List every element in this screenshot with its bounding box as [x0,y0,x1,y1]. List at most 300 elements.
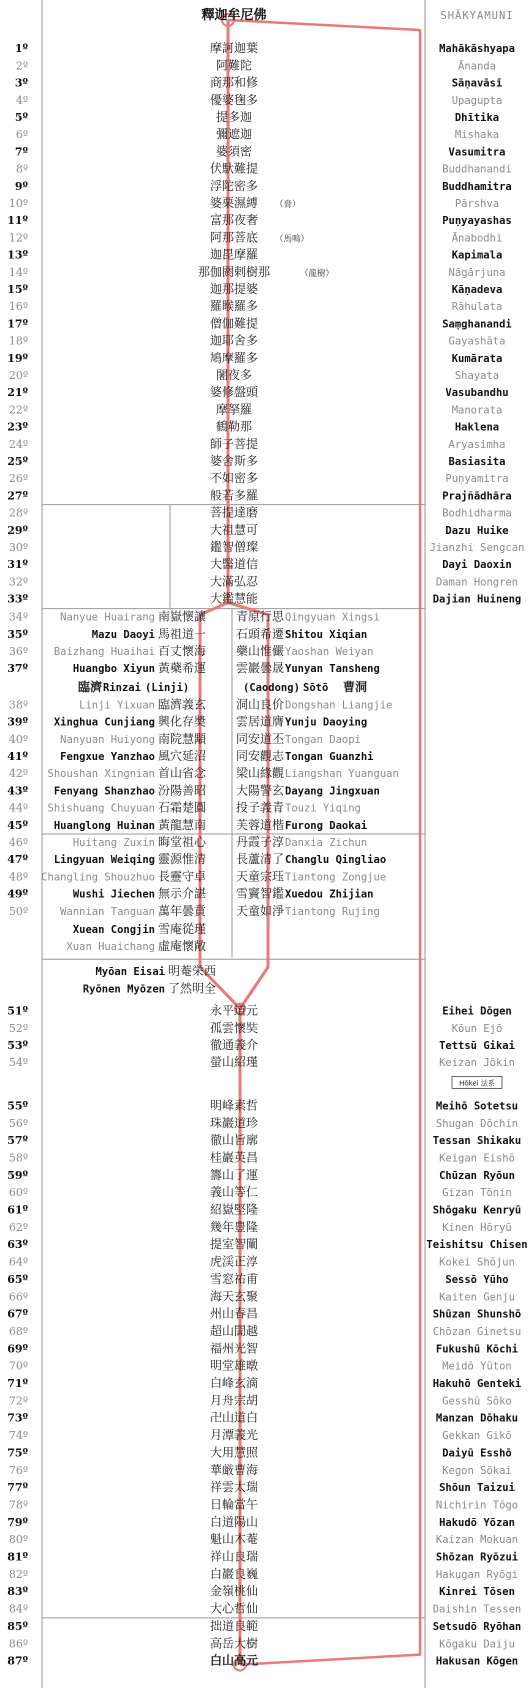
patriarch-cjk: 拙道良範 [209,1618,259,1633]
patriarch-romanized: Pārshva [454,198,500,210]
generation-number: 52º [8,1021,28,1035]
soto-master-romanized: Shitou Xiqian [285,628,368,641]
generation-number: 28º [8,506,28,520]
generation-number: 2º [15,59,28,73]
patriarch-romanized: Ānabodhi [451,232,503,245]
patriarch-romanized: Kaizan Mokuan [435,1534,519,1547]
patriarch-romanized: Sāṇavāsī [451,77,503,90]
generation-number: 13º [7,248,28,262]
patriarch-romanized: Haklena [454,421,500,434]
rinzai-master-cjk: 晦堂祖心 [158,835,207,849]
rinzai-master-romanized: Nanyue Huairang [60,611,155,624]
rinzai-master-romanized: Huanglong Huinan [53,819,155,832]
generation-number: 85º [7,1619,28,1633]
generation-number: 4º [15,93,28,107]
patriarch-cjk: 州山春昌 [209,1306,259,1321]
patriarch-cjk: 孤雲懷奘 [209,1020,259,1035]
generation-number: 1º [14,42,28,56]
patriarch-romanized: Manzan Dōhaku [435,1412,519,1425]
generation-number: 33º [7,592,28,606]
patriarch-romanized: Shayata [454,370,500,382]
patriarch-cjk: 僧伽難提 [209,316,259,331]
generation-number: 69º [7,1342,28,1356]
generation-number: 6º [15,128,28,142]
soto-master-cjk: 丹霞子淳 [236,835,285,849]
soto-master-cjk: 投子義青 [236,800,285,815]
patriarch-cjk: 摩拏羅 [215,402,253,417]
rinzai-master-cjk: 臨濟義玄 [158,697,207,712]
generation-number: 63º [7,1238,28,1252]
patriarch-cjk: 提室智闡 [209,1237,259,1252]
patriarch-romanized: Kaiten Genju [439,1291,515,1304]
title-shakyamuni: 釋迦牟尼佛 [201,8,267,23]
patriarch-romanized: Keizan Jōkin [439,1057,515,1070]
generation-number: 11º [7,214,28,228]
soto-master-cjk: 大陽警玄 [236,783,285,798]
patriarch-cjk: 福州光智 [209,1341,259,1356]
generation-number: 56º [8,1116,28,1130]
patriarch-cjk: 羅睺羅多 [209,299,259,314]
soto-master-cjk: 同安觀志 [236,749,285,763]
generation-number: 47º [7,853,28,867]
patriarch-romanized: Kokei Shōjun [439,1256,515,1269]
generation-number: 55º [7,1099,28,1113]
patriarch-romanized: Hakugan Ryōgi [435,1568,519,1581]
generation-number: 45º [7,818,28,832]
rinzai-master-romanized: Shishuang Chuyuan [47,802,155,815]
patriarch-cjk: 永平道元 [209,1003,259,1018]
generation-number: 27º [7,489,28,503]
eisai-lineage-romanized: Ryōnen Myōzen [82,983,165,996]
patriarch-romanized: Meihō Sotetsu [435,1100,519,1113]
patriarch-cjk: 大醫道信 [209,557,259,572]
generation-number: 79º [7,1515,28,1529]
generation-number: 67º [7,1307,28,1321]
patriarch-romanized: Gizan Tōnin [442,1187,512,1200]
patriarch-cjk: 海天玄聚 [209,1289,259,1304]
rinzai-master-cjk: 汾陽善昭 [158,783,207,798]
rinzai-master-cjk: 百丈懷海 [158,644,207,658]
patriarch-romanized: Bodhidharma [442,507,512,520]
patriarch-cjk: 不如密多 [209,471,259,486]
generation-number: 72º [8,1394,28,1408]
patriarch-cjk: 迦那提婆 [209,282,259,296]
soto-master-romanized: Liangshan Yuanguan [285,768,399,781]
patriarch-cjk: 般若多羅 [209,488,259,503]
patriarch-cjk: 虎渓正淳 [209,1254,259,1269]
rinzai-master-cjk: 風穴延沼 [158,749,207,763]
soto-master-cjk: 雪竇智鑑 [236,886,285,901]
generation-number: 22º [8,403,28,417]
patriarch-romanized: Daman Hongren [435,576,519,589]
generation-number: 39º [7,715,28,729]
generation-number: 16º [8,300,28,314]
soto-master-romanized: Yunju Daoying [285,716,368,729]
patriarch-cjk: 鑑智僧璨 [209,540,259,554]
eisai-lineage-cjk: 了然明全 [168,981,217,996]
patriarch-romanized: Puṇyamitra [445,473,509,486]
generation-number: 12º [8,231,28,245]
patriarch-cjk: 魁山木菴 [209,1532,259,1547]
generation-number: 59º [7,1168,28,1182]
patriarch-romanized: Teishitsu Chisen [426,1239,528,1252]
eisai-lineage-cjk: 明菴栄西 [168,964,217,979]
patriarch-romanized: Dajian Huineng [432,593,522,606]
rinzai-master-cjk: 馬祖道一 [158,626,207,641]
patriarch-romanized: Ānanda [458,60,496,73]
soto-master-cjk: 同安道丕 [236,731,285,746]
generation-number: 64º [8,1255,28,1269]
patriarch-cjk: 富那夜奢 [209,213,259,228]
generation-number: 44º [8,801,28,815]
patriarch-romanized: Buddhanandi [442,163,512,176]
rinzai-master-cjk: 首山省念 [158,766,207,781]
generation-number: 87º [7,1654,28,1668]
generation-number: 83º [7,1585,28,1599]
rinzai-school-label: Rinzai [103,682,141,695]
patriarch-romanized: Rāhulata [451,301,503,314]
generation-number: 18º [8,334,28,348]
patriarch-romanized: Prajñādhāra [442,490,512,503]
patriarch-romanized: Jianzhi Sengcan [429,542,525,554]
rinzai-master-romanized: Nanyuan Huiyong [60,733,155,746]
generation-number: 76º [8,1463,28,1477]
generation-number: 30º [8,541,28,554]
soto-master-cjk: 青原行思 [236,609,285,624]
generation-number: 58º [8,1151,28,1165]
generation-number: 54º [8,1056,28,1070]
soto-master-romanized: Touzi Yiqing [285,802,361,815]
patriarch-cjk: 桂巖英昌 [209,1150,259,1165]
soto-master-cjk: 石頭希遷 [236,626,285,641]
patriarch-romanized: Kāṇadeva [451,284,503,296]
soto-master-cjk: 天童宗珏 [236,869,285,884]
soto-master-cjk: 長蘆清了 [236,852,285,867]
soto-master-cjk: 雲居道膺 [236,714,285,729]
patriarch-note: （龍樹） [300,268,335,279]
rinzai-master-romanized: Lingyuan Weiqing [53,854,155,867]
patriarch-romanized: Tessan Shikaku [432,1135,522,1148]
patriarch-romanized: Daishin Tessen [432,1603,522,1616]
patriarch-cjk: 闍夜多 [215,368,253,382]
patriarch-cjk: 白道陽山 [209,1514,259,1529]
rinzai-master-romanized: Wannian Tanguan [60,905,155,918]
generation-number: 80º [8,1533,28,1547]
patriarch-romanized: Kinrei Tōsen [439,1586,515,1599]
patriarch-note: （馬鳴） [275,234,310,245]
patriarch-romanized: Daiyū Esshō [442,1447,512,1460]
soto-master-cjk: 洞山良价 [236,697,285,712]
patriarch-romanized: Tettsū Gikai [439,1040,515,1052]
soto-master-cjk: 藥山惟儼 [236,644,285,658]
generation-number: 73º [7,1411,28,1425]
patriarch-cjk: 月舟宗胡 [209,1393,259,1408]
patriarch-romanized: Dhītika [454,112,500,124]
generation-number: 65º [7,1272,28,1286]
patriarch-romanized: Gayashāta [448,335,506,348]
rinzai-master-cjk: 雪庵從瑾 [158,921,207,936]
rinzai-master-romanized: Xinghua Cunjiang [53,716,155,729]
soto-master-romanized: Danxia Zichun [285,837,368,849]
patriarch-romanized: Eihei Dōgen [442,1005,512,1018]
generation-number: 15º [7,283,28,296]
rinzai-master-cjk: 黃蘗希運 [158,661,207,676]
patriarch-cjk: 螢山紹瑾 [209,1055,259,1070]
patriarch-romanized: Shūzan Shunshō [432,1308,522,1321]
rinzai-master-cjk: 虛庵懷敞 [158,939,207,953]
rinzai-master-romanized: Fengxue Yanzhao [60,751,155,763]
rinzai-master-cjk: 萬年曇賁 [158,903,207,918]
patriarch-cjk: 婆修盤頭 [209,385,259,400]
patriarch-cjk: 師子菩提 [209,436,259,451]
patriarch-cjk: 雪窓祐甫 [209,1271,259,1286]
generation-number: 3º [14,76,28,90]
patriarch-cjk: 鳩摩羅多 [209,350,259,365]
patriarch-cjk: 鶴勒那 [215,419,253,434]
soto-master-cjk: 梁山緣觀 [236,766,285,781]
generation-number: 26º [8,472,28,486]
rinzai-master-cjk: 石霜楚圓 [158,800,207,815]
rinzai-school-chinese: (Linji) [145,682,190,695]
soto-school-label: Sōtō [303,682,329,695]
header-shakyamuni: SHĀKYAMUNI [440,10,514,22]
patriarch-cjk: 義山等仁 [209,1185,259,1200]
rinzai-master-romanized: Huangbo Xiyun [72,663,155,676]
generation-number: 40º [8,732,28,746]
rinzai-master-romanized: Xuean Congjin [72,923,155,936]
patriarch-cjk: 婆須密 [215,144,253,159]
patriarch-romanized: Shugan Dōchin [435,1117,519,1130]
patriarch-cjk: 白峰玄滴 [209,1376,259,1390]
generation-number: 68º [8,1324,28,1338]
rinzai-master-romanized: Xuan Huaichang [66,941,155,953]
patriarch-cjk: 大滿弘忍 [209,574,259,589]
generation-number: 8º [15,162,28,176]
rinzai-master-romanized: Wushi Jiechen [72,888,155,901]
patriarch-cjk: 迦毘摩羅 [209,247,259,262]
patriarch-romanized: Sessō Yūho [445,1273,509,1286]
patriarch-cjk: 幾年豊隆 [209,1219,259,1234]
patriarch-cjk: 超山誾越 [209,1323,259,1338]
rinzai-master-romanized: Mazu Daoyi [91,628,155,641]
generation-number: 49º [7,887,28,901]
generation-number: 75º [7,1446,28,1460]
generation-number: 43º [7,784,28,798]
patriarch-cjk: 大祖慧可 [209,522,259,537]
soto-master-romanized: Dayang Jingxuan [285,785,380,798]
patriarch-note: （脅） [275,200,301,210]
generation-number: 7º [14,145,28,159]
patriarch-cjk: 白巖良巍 [209,1566,259,1581]
generation-number: 24º [8,437,28,451]
generation-number: 29º [7,523,28,537]
soto-master-romanized: Yunyan Tansheng [285,663,380,676]
generation-number: 17º [7,317,28,331]
patriarch-romanized: Hakuhō Genteki [432,1378,522,1390]
generation-number: 70º [8,1359,28,1373]
generation-number: 86º [8,1637,28,1651]
patriarch-romanized: Setsudō Ryōhan [432,1620,522,1633]
generation-number: 81º [7,1550,28,1564]
soto-master-romanized: Dongshan Liangjie [285,699,393,712]
patriarch-romanized: Dayi Daoxin [442,559,512,572]
patriarch-cjk: 菩提達磨 [209,505,259,520]
patriarch-cjk: 華厳曹海 [209,1462,259,1477]
generation-number: 53º [7,1039,28,1052]
generation-number: 78º [8,1498,28,1512]
patriarch-romanized: Nichirin Tōgo [435,1499,519,1512]
patriarch-romanized: Meidō Yūton [442,1360,512,1373]
soto-master-cjk: 芙蓉道楷 [236,817,285,832]
patriarch-romanized: Fukushū Kōchi [435,1343,519,1356]
patriarch-cjk: 明峰素哲 [209,1098,259,1113]
patriarch-romanized: Gesshū Sōko [442,1395,512,1408]
patriarch-romanized: Chōzan Ginetsu [432,1325,522,1338]
patriarch-cjk: 祥山良瑞 [209,1549,259,1564]
generation-number: 62º [8,1220,28,1234]
patriarch-romanized: Kegon Sōkai [442,1464,512,1477]
soto-master-romanized: Changlu Qingliao [285,854,387,867]
generation-number: 77º [7,1481,28,1495]
generation-number: 57º [7,1134,28,1148]
generation-number: 41º [7,750,28,763]
patriarch-cjk: 高岳大樹 [209,1636,259,1651]
soto-school-chinese: (Caodong) [243,682,300,695]
generation-number: 10º [8,197,28,210]
patriarch-romanized: Shōgaku Kenryū [432,1204,522,1217]
patriarch-romanized: Gekkan Gikō [442,1430,512,1443]
generation-number: 23º [7,420,28,434]
patriarch-romanized: Hakusan Kōgen [435,1655,519,1668]
soto-master-romanized: Tiantong Rujing [285,905,380,918]
patriarch-cjk: 摩訶迦葉 [209,41,259,56]
rinzai-master-romanized: Fenyang Shanzhao [53,785,155,798]
generation-number: 32º [8,575,28,589]
patriarch-romanized: Vasubandhu [445,387,509,400]
patriarch-romanized: Keigan Eishō [439,1152,515,1165]
soto-master-romanized: Xuedou Zhijian [285,888,374,901]
lineage-text [7,7,527,1668]
generation-number: 48º [8,870,28,884]
patriarch-cjk: 婆舍斯多 [209,454,259,468]
soto-master-romanized: Yaoshan Weiyan [285,646,374,658]
generation-number: 71º [7,1377,28,1390]
generation-number: 46º [8,836,28,849]
patriarch-romanized: Vasumitra [448,146,506,159]
patriarch-cjk: 提多迦 [215,110,253,124]
patriarch-cjk: 珠巖道珍 [209,1115,259,1130]
generation-number: 60º [8,1186,28,1200]
patriarch-romanized: Mahākāshyapa [439,43,515,56]
rinzai-master-romanized: Linji Yixuan [79,699,155,712]
hokei-badge: Hōkei 法系 [459,1079,495,1088]
rinzai-master-cjk: 黃龍慧南 [158,817,207,832]
generation-number: 74º [8,1429,28,1443]
generation-number: 9º [14,179,28,193]
soto-master-romanized: Qingyuan Xingsi [285,611,380,624]
patriarch-romanized: Saṃghanandi [442,318,512,331]
patriarch-cjk: 明堂雄暾 [209,1358,259,1373]
generation-number: 20º [8,369,28,382]
patriarch-cjk: 那伽閼剌樹那 [197,264,271,279]
soto-master-cjk: 天童如淨 [236,903,285,918]
patriarch-romanized: Kōgaku Daiju [439,1638,515,1651]
soto-master-cjk: 雲巖曇晟 [236,661,285,676]
rinzai-master-romanized: Huitang Zuxin [72,837,155,849]
soto-master-romanized: Tiantong Zongjue [285,871,387,884]
patriarch-romanized: Nāgārjuna [448,266,506,279]
generation-number: 34º [8,610,28,624]
soto-master-romanized: Tongan Guanzhi [285,751,374,763]
patriarch-cjk: 金嶺桃仙 [209,1584,259,1599]
patriarch-cjk: 迦耶舍多 [209,333,259,348]
patriarch-romanized: Kapimala [451,249,503,262]
patriarch-cjk: 伏馱難提 [209,161,259,176]
generation-number: 50º [8,904,28,918]
patriarch-cjk: 徹通義介 [209,1038,259,1052]
patriarch-cjk: 大鑑慧能 [209,591,259,606]
rinzai-school-cjk: 臨濟 [78,680,103,695]
generation-number: 51º [7,1004,28,1018]
patriarch-romanized: Hakudō Yōzan [439,1516,515,1529]
patriarch-romanized: Chūzan Ryōun [439,1169,515,1182]
patriarch-cjk: 白山高元 [209,1653,259,1668]
patriarch-cjk: 婆栗濕縛 [209,196,259,210]
patriarch-romanized: Kumārata [451,352,503,365]
patriarch-romanized: Basiasita [448,456,506,468]
generation-number: 61º [7,1203,28,1217]
generation-number: 36º [8,645,28,658]
rinzai-master-cjk: 無示介諶 [158,886,207,901]
patriarch-cjk: 彌遮迦 [215,127,253,142]
patriarch-romanized: Shōzan Ryōzui [435,1551,519,1564]
rinzai-master-romanized: Baizhang Huaihai [53,646,155,658]
soto-master-romanized: Furong Daokai [285,819,368,832]
rinzai-master-romanized: Shoushan Xingnian [47,768,155,781]
patriarch-cjk: 阿那菩底 [209,230,259,245]
patriarch-cjk: 浮陀密多 [209,178,259,193]
rinzai-master-cjk: 南嶽懷讓 [158,609,207,624]
generation-number: 42º [8,767,28,781]
patriarch-cjk: 籌山了運 [209,1167,259,1182]
generation-number: 38º [8,698,28,712]
patriarch-romanized: Kōun Ejō [451,1022,503,1035]
patriarch-romanized: Kinen Hōryū [442,1221,512,1234]
generation-number: 82º [8,1567,28,1581]
patriarch-romanized: Mishaka [454,129,500,142]
rinzai-master-cjk: 興化存奬 [158,714,207,729]
generation-number: 66º [8,1290,28,1304]
patriarch-romanized: Manorata [451,404,503,417]
patriarch-cjk: 大用慧照 [209,1445,259,1460]
patriarch-cjk: 商那和修 [209,75,259,90]
generation-number: 84º [8,1602,28,1616]
generation-number: 25º [7,455,28,468]
generation-number: 14º [8,265,28,279]
patriarch-cjk: 徹山旨廓 [209,1133,259,1148]
generation-number: 31º [7,558,28,572]
rinzai-master-cjk: 長靈守卓 [158,869,207,884]
patriarch-cjk: 紹嶽堅隆 [209,1202,259,1217]
patriarch-romanized: Buddhamitra [442,180,512,193]
generation-number: 21º [7,386,28,400]
generation-number: 35º [7,627,28,641]
patriarch-cjk: 日輪當午 [209,1497,259,1512]
patriarch-cjk: 大心哲仙 [209,1601,259,1616]
rinzai-master-romanized: Changling Shouzhuo [41,871,155,884]
patriarch-romanized: Dazu Huike [445,524,509,537]
patriarch-romanized: Shōun Taizui [439,1482,515,1495]
